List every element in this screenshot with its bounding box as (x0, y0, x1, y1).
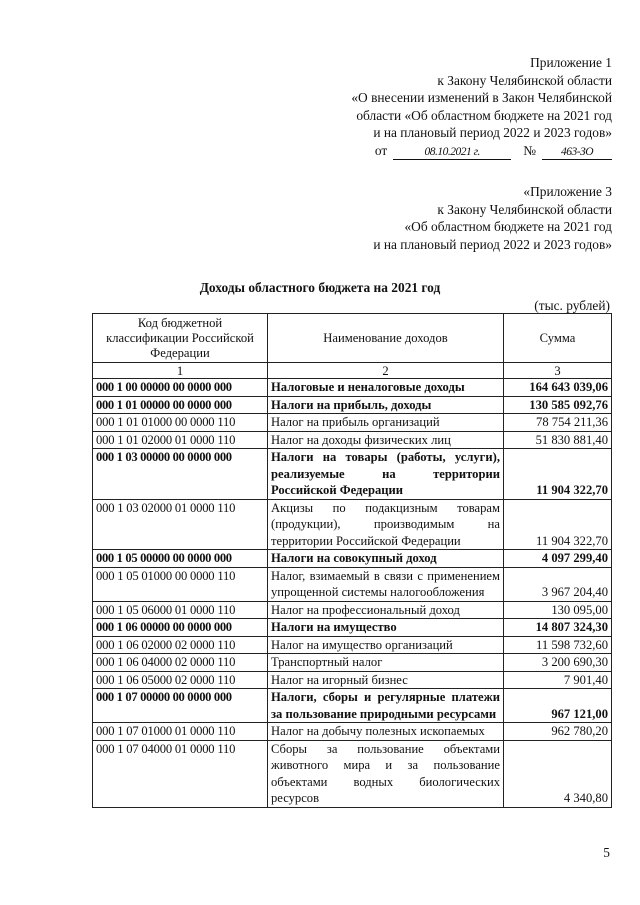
table-row (93, 654, 612, 672)
table-row (93, 567, 612, 601)
date-prefix: от (374, 142, 388, 158)
column-number: 1 (93, 363, 268, 379)
row-name: Транспортный налог (268, 654, 504, 672)
row-amount: 78 754 211,36 (504, 414, 612, 432)
table-row (93, 550, 612, 568)
header-amount: Сумма (504, 314, 612, 363)
row-code: 000 1 06 05000 02 0000 110 (93, 671, 268, 689)
row-code: 000 1 01 02000 01 0000 110 (93, 431, 268, 449)
appendix-3-line: к Закону Челябинской области (437, 201, 612, 217)
page-number: 5 (603, 845, 610, 860)
row-code: 000 1 07 01000 01 0000 110 (93, 723, 268, 741)
row-name: Акцизы по подакцизным товарам (продукции), производимым на территории Российской Федерации (268, 499, 504, 550)
row-code: 000 1 06 00000 00 0000 000 (93, 619, 268, 637)
table-row (93, 723, 612, 741)
law-number: 463-ЗО (542, 146, 612, 160)
row-code: 000 1 05 06000 01 0000 110 (93, 601, 268, 619)
table-column-number-row (93, 363, 612, 379)
table-row (93, 601, 612, 619)
row-code: 000 1 00 00000 00 0000 000 (93, 379, 268, 397)
table-row (93, 431, 612, 449)
row-amount: 164 643 039,06 (504, 379, 612, 397)
row-name: Налоги на товары (работы, услуги), реализуемые на территории Российской Федерации (268, 449, 504, 500)
table-row (93, 379, 612, 397)
row-name: Налог на добычу полезных ископаемых (268, 723, 504, 741)
table-row (93, 671, 612, 689)
row-amount: 130 095,00 (504, 601, 612, 619)
row-name: Налоги на совокупный доход (268, 550, 504, 568)
row-amount: 4 340,80 (504, 740, 612, 807)
row-amount: 967 121,00 (504, 689, 612, 723)
table-row (93, 449, 612, 500)
row-name: Налог на игорный бизнес (268, 671, 504, 689)
row-name: Налог, взимаемый в связи с применением упрощенной системы налогообложения (268, 567, 504, 601)
table-header-row (93, 314, 612, 363)
law-signature-line (351, 142, 612, 160)
row-amount: 11 904 322,70 (504, 499, 612, 550)
law-date: 08.10.2021 г. (393, 146, 511, 160)
table-row (93, 636, 612, 654)
row-code: 000 1 01 00000 00 0000 000 (93, 396, 268, 414)
column-number: 3 (504, 363, 612, 379)
table-row (93, 396, 612, 414)
units-label: (тыс. рублей) (534, 298, 610, 313)
table-row (93, 619, 612, 637)
row-name: Налог на прибыль организаций (268, 414, 504, 432)
appendix-1-heading (351, 54, 612, 160)
row-name: Налоги, сборы и регулярные платежи за пользование природными ресурсами (268, 689, 504, 723)
row-amount: 130 585 092,76 (504, 396, 612, 414)
row-code: 000 1 03 02000 01 0000 110 (93, 499, 268, 550)
appendix-3-heading (373, 183, 612, 253)
row-amount: 14 807 324,30 (504, 619, 612, 637)
row-amount: 962 780,20 (504, 723, 612, 741)
row-name: Налоги на имущество (268, 619, 504, 637)
document-title: Доходы областного бюджета на 2021 год (199, 280, 441, 295)
row-code: 000 1 07 00000 00 0000 000 (93, 689, 268, 723)
row-code: 000 1 01 01000 00 0000 110 (93, 414, 268, 432)
row-name: Налоги на прибыль, доходы (268, 396, 504, 414)
revenue-table (92, 313, 612, 808)
row-amount: 3 967 204,40 (504, 567, 612, 601)
row-amount: 4 097 299,40 (504, 550, 612, 568)
appendix-1-line: области «Об областном бюджете на 2021 год (356, 107, 612, 123)
row-amount: 3 200 690,30 (504, 654, 612, 672)
appendix-1-line: к Закону Челябинской области (437, 72, 612, 88)
row-code: 000 1 06 02000 02 0000 110 (93, 636, 268, 654)
row-name: Налог на профессиональный доход (268, 601, 504, 619)
row-name: Налог на доходы физических лиц (268, 431, 504, 449)
row-name: Налог на имущество организаций (268, 636, 504, 654)
row-amount: 11 598 732,60 (504, 636, 612, 654)
row-amount: 7 901,40 (504, 671, 612, 689)
row-code: 000 1 03 00000 00 0000 000 (93, 449, 268, 500)
table-row (93, 414, 612, 432)
appendix-1-line: Приложение 1 (530, 55, 612, 70)
row-name: Сборы за пользование объектами животного мира и за пользование объектами водных биологических ресурсов (268, 740, 504, 807)
table-row (93, 740, 612, 807)
row-code: 000 1 06 04000 02 0000 110 (93, 654, 268, 672)
row-name: Налоговые и неналоговые доходы (268, 379, 504, 397)
number-prefix: № (523, 142, 536, 158)
row-code: 000 1 07 04000 01 0000 110 (93, 740, 268, 807)
appendix-1-line: и на плановый период 2022 и 2023 годов» (373, 125, 612, 141)
row-code: 000 1 05 01000 00 0000 110 (93, 567, 268, 601)
appendix-3-line: «Приложение 3 (523, 184, 612, 199)
row-amount: 51 830 881,40 (504, 431, 612, 449)
column-number: 2 (268, 363, 504, 379)
header-name: Наименование доходов (268, 314, 504, 363)
appendix-3-line: «Об областном бюджете на 2021 год (404, 219, 612, 235)
appendix-1-line: «О внесении изменений в Закон Челябинской (351, 90, 612, 106)
header-code: Код бюджетной классификации Российской Федерации (93, 314, 268, 363)
row-code: 000 1 05 00000 00 0000 000 (93, 550, 268, 568)
row-amount: 11 904 322,70 (504, 449, 612, 500)
table-row (93, 689, 612, 723)
table-row (93, 499, 612, 550)
appendix-3-line: и на плановый период 2022 и 2023 годов» (373, 236, 612, 252)
